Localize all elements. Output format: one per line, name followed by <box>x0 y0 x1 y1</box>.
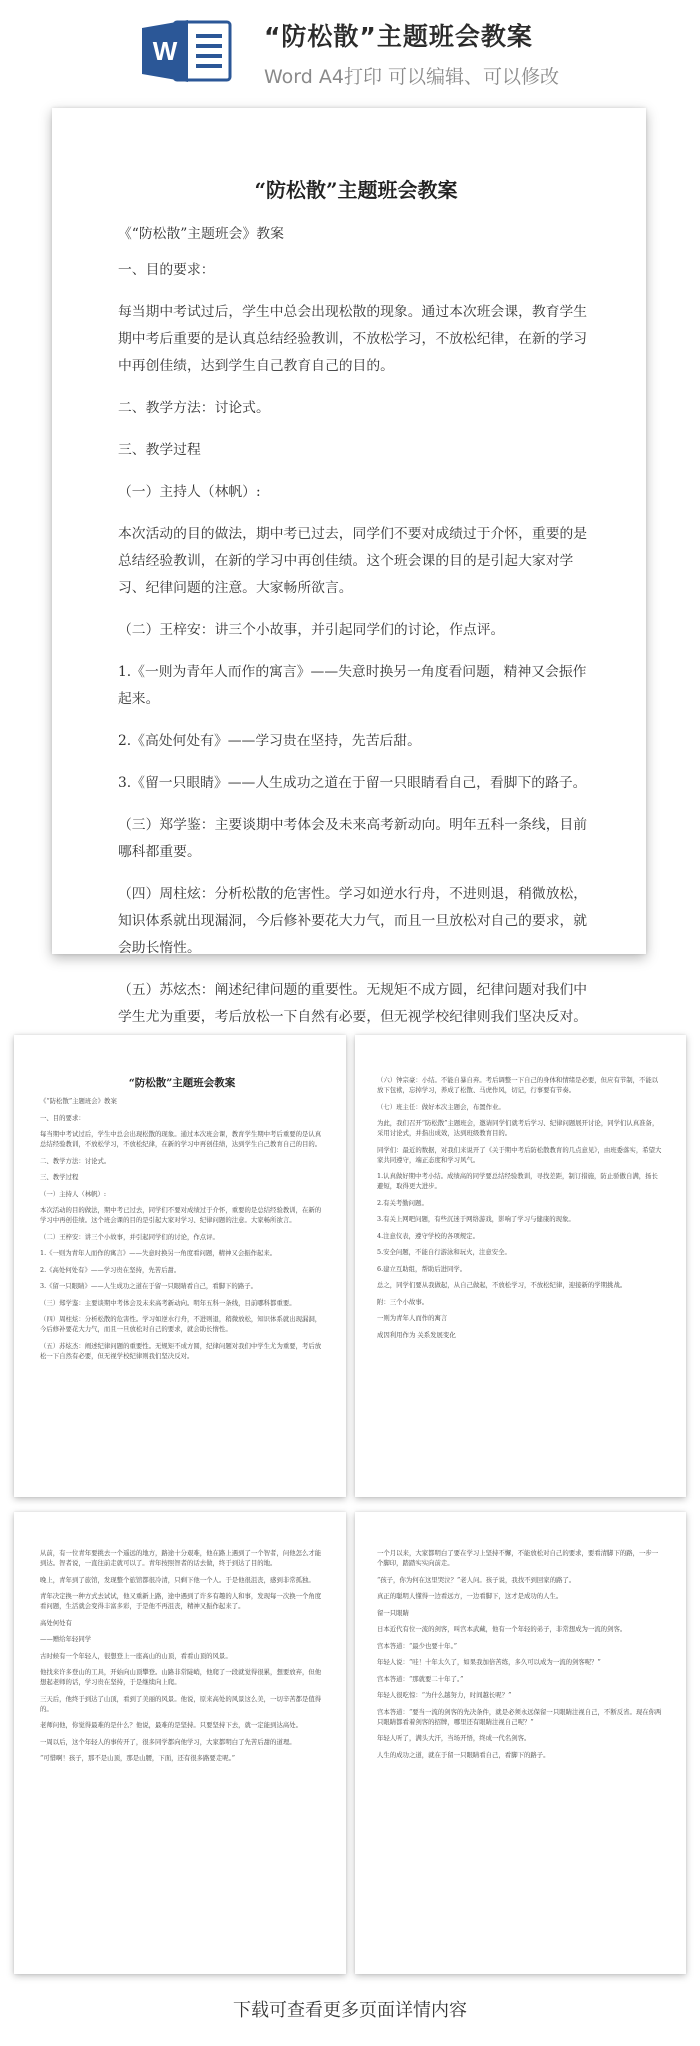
thumbnail-paragraph: （三）郑学鉴：主要谈期中考体会及未来高考新动向。明年五科一条线，目前哪科都重要。 <box>40 1298 296 1307</box>
thumbnail-paragraph: 一周以后，这个年轻人的事传开了，很多同学都向他学习，大家都明白了先苦后甜的道理。 <box>40 1737 296 1746</box>
doc-paragraph: 2.《高处何处有》——学习贵在坚持，先苦后甜。 <box>118 733 421 749</box>
thumbnail-paragraph: （一）主持人（林帆）: <box>40 1189 107 1198</box>
thumbnail-paragraph: 高处何处有 <box>40 1618 72 1627</box>
thumbnail-paragraph: （五）苏炫杰：阐述纪律问题的重要性。无规矩不成方圆，纪律问题对我们中学生尤为重要，考后放松一下自然有必要，但无视学校纪律则我们坚决反对。 <box>40 1341 322 1360</box>
thumbnail-paragraph: 三、教学过程 <box>40 1173 79 1181</box>
doc-paragraph: 每当期中考试过后，学生中总会出现松散的现象。通过本次班会课，教育学生期中考后重要的是认真总结经验教训，不放松学习，不放松纪律，在新的学习中再创佳绩，达到学生自己教育自己的目的。 <box>118 304 588 374</box>
doc-paragraph: 本次活动的目的做法，期中考已过去，同学们不要对成绩过于介怀，重要的是总结经验教训，在新的学习中再创佳绩。这个班会课的目的是引起大家对学习、纪律问题的注意。大家畅所欲言。 <box>118 526 588 596</box>
header-subtitle: Word A4打印 可以编辑、可以修改 <box>264 66 560 88</box>
thumbnail-paragraph: （七）班主任：做好本次主题会，布置作业。 <box>377 1102 505 1111</box>
thumbnail-paragraph: 成因利用作为 关系发展变化 <box>377 1330 456 1339</box>
doc-paragraph: （五）苏炫杰：阐述纪律问题的重要性。无规矩不成方圆，纪律问题对我们中学生尤为重要，考后放松一下自然有必要，但无视学校纪律则我们坚决反对。 <box>118 982 588 1025</box>
thumbnail-paragraph: 年轻人说：“哇！十年太久了，如果我加倍苦练，多久可以成为一流的剑客呢？” <box>377 1658 601 1666</box>
word-document-icon <box>140 18 238 84</box>
doc-paragraph: 《“防松散”主题班会》教案 <box>118 226 284 242</box>
thumbnail-paragraph: 一个月以来，大家都明白了要在学习上坚持不懈，不能放松对自己的要求，要看清脚下的路，一步一个脚印，踏踏实实向前走。 <box>377 1549 659 1567</box>
thumbnail-paragraph: 宫本答道：“要当一流的剑客的先决条件，就是必须永远保留一只眼睛注视自己，不断反省。现在你两只眼睛都看着剑客的招牌，哪里还有眼睛注视自己呢？” <box>377 1707 662 1726</box>
thumbnail-paragraph: 二、教学方法：讨论式。 <box>40 1156 111 1165</box>
thumbnail-paragraph: （四）周柱炫：分析松散的危害性。学习如逆水行舟，不进则退，稍微放松，知识体系就出现漏洞，今后修补要花大力气，而且一旦放松对自己的要求，就会助长惰性。 <box>40 1315 322 1333</box>
doc-paragraph: （四）周柱炫：分析松散的危害性。学习如逆水行舟，不进则退，稍微放松，知识体系就出现漏洞，今后修补要花大力气，而且一旦放松对自己的要求，就会助长惰性。 <box>118 886 588 956</box>
header-banner <box>0 0 700 100</box>
thumbnail-paragraph: “孩子，你为何在这里哭泣？”老人问。孩子说，我找不到回家的路了。 <box>377 1575 576 1584</box>
thumbnail-paragraph: 留一只眼睛 <box>377 1608 409 1617</box>
thumbnail-paragraph: 年轻人听了，满头大汗，当场开悟，终成一代名剑客。 <box>377 1734 531 1742</box>
download-more-link[interactable]: 下载可查看更多页面详情内容 <box>233 2000 467 2021</box>
thumbnail-paragraph: 4.注意仪表，遵守学校的各项规定。 <box>377 1231 479 1240</box>
doc-paragraph: 三、教学过程 <box>118 442 201 458</box>
thumbnail-paragraph: 《“防松散”主题班会》教案 <box>40 1097 117 1105</box>
thumbnail-paragraph: 总之，同学们要从我做起，从自己做起，不放松学习，不放松纪律，迎接新的学期挑战。 <box>377 1281 627 1289</box>
thumbnail-paragraph: 一、目的要求： <box>40 1113 85 1122</box>
page-thumbnail-4[interactable] <box>355 1512 686 1974</box>
thumbnail-paragraph: 5.安全问题，不能自行游泳和玩火，注意安全。 <box>377 1248 511 1256</box>
thumbnail-paragraph: 人生的成功之道，就在于留一只眼睛看自己，看脚下的路子。 <box>377 1750 550 1759</box>
page-thumbnail-1[interactable] <box>14 1035 346 1497</box>
thumbnail-paragraph: 真正的聪明人懂得一边看远方，一边看脚下，这才是成功的人生。 <box>377 1592 563 1600</box>
page-thumbnail-3[interactable] <box>14 1512 346 1974</box>
doc-paragraph: 二、教学方法：讨论式。 <box>118 400 270 416</box>
thumbnail-paragraph: “可惜啊！孩子，那不是山顶，那是山腰，下面，还有很多路要走呢。” <box>40 1754 236 1762</box>
thumbnail-paragraph: 古时候有一个年轻人，很想登上一座高山的山顶，看看山顶的风景。 <box>40 1651 232 1660</box>
thumbnail-paragraph: 从前，有一位青年要挑去一个遥远的地方，路途十分艰难，他在路上遇到了一个智者，问他怎么才能到达。智者说，一直往前走就可以了。青年按照智者的话去做，终于到达了目的地。 <box>40 1549 322 1567</box>
thumbnail-paragraph: 宫本答道：“那就要二十年了。” <box>377 1674 464 1683</box>
doc-paragraph: （一）主持人（林帆）: <box>118 484 261 500</box>
thumbnail-paragraph: 三天后，他终于到达了山顶，看到了美丽的风景。他说，原来高处的风景这么美，一切辛苦都是值得的。 <box>40 1694 322 1713</box>
page-thumbnail-2[interactable] <box>355 1035 686 1497</box>
thumbnail-paragraph: 附：三个小故事。 <box>377 1297 429 1306</box>
doc-paragraph: （二）王梓安：讲三个小故事，并引起同学们的讨论，作点评。 <box>118 622 505 638</box>
thumbnail-paragraph: （六）钟宗豪：小结。不能自暴自弃。考后调整一下自己的身体和情绪是必要，但应有节制，不能以放下包袱，忘掉学习，养成了松散、马虎作风，切记，行事要有节奏。 <box>377 1076 659 1094</box>
doc-paragraph: 3.《留一只眼睛》——人生成功之道在于留一只眼睛看自己，看脚下的路子。 <box>118 775 587 791</box>
thumbnail-paragraph: 晚上，青年到了旅馆，发现整个旅馆都很冷清，只剩下他一个人。于是他很沮丧，感到非常孤独。 <box>40 1575 315 1584</box>
thumbnail-paragraph: 1.《一则为青年人而作的寓言》——失意时换另一角度看问题，精神又会振作起来。 <box>40 1249 277 1257</box>
doc-paragraph: （三）郑学鉴：主要谈期中考体会及未来高考新动向。明年五科一条线，目前哪科都重要。 <box>118 817 588 860</box>
thumbnail-paragraph: 2.有关考勤问题。 <box>377 1198 428 1207</box>
thumbnail-paragraph: 1.认真做好期中考小结。成绩高的同学要总结经验教训，寻找差距，制订措施，防止骄傲自满，扬长避短，取得更大进步。 <box>377 1172 658 1190</box>
thumbnail-paragraph: 年轻人很吃惊：“为什么越努力，时间越长呢？” <box>377 1691 512 1699</box>
thumbnail-paragraph: 本次活动的目的做法，期中考已过去，同学们不要对成绩过于介怀，重要的是总结经验教训，在新的学习中再创佳绩。这个班会课的目的是引起大家对学习、纪律问题的注意。大家畅所欲言。 <box>40 1206 322 1224</box>
header-title: “防松散”主题班会教案 <box>264 22 533 51</box>
thumbnail-paragraph: 为此，我们召开“防松散”主题班会，邀请同学们就考后学习、纪律问题展开讨论，同学们认真准备，采用讨论式，并指出成效，达到班级教育目的。 <box>377 1119 659 1137</box>
thumbnail-paragraph: 每当期中考试过后，学生中总会出现松散的现象。通过本次班会课，教育学生期中考后重要的是认真总结经验教训，不放松学习，不放松纪律，在新的学习中再创佳绩，达到学生自己教育自己的目的。 <box>40 1130 322 1148</box>
thumbnail-paragraph: 日本近代有位一流的剑客，叫宫本武藏，他有一个年轻的弟子，非常想成为一流的剑客。 <box>377 1625 627 1633</box>
thumbnail-paragraph: 一则为青年人而作的寓言 <box>377 1314 448 1322</box>
thumbnail-paragraph: ——赠给年轻同学 <box>40 1635 92 1643</box>
svg-text:W: W <box>152 36 178 66</box>
doc-paragraph: 一、目的要求： <box>118 262 215 278</box>
thumbnail-title: “防松散”主题班会教案 <box>128 1077 236 1089</box>
thumbnail-paragraph: 他找来许多登山的工具，开始向山顶攀登。山路非常陡峭，他爬了一段就觉得很累，想要放弃，但他想起老师的话，学习贵在坚持，于是继续向上爬。 <box>40 1668 322 1686</box>
thumbnail-paragraph: 2.《高处何处有》——学习贵在坚持，先苦后甜。 <box>40 1265 181 1274</box>
thumbnail-paragraph: 3.《留一只眼睛》——人生成功之道在于留一只眼睛看自己，看脚下的路子。 <box>40 1282 257 1290</box>
thumbnail-paragraph: 青年决定换一种方式去试试，他又重新上路，途中遇到了许多有趣的人和事，发现每一次换一个角度看问题，生活就会变得丰富多彩，于是他不再沮丧，精神又振作起来了。 <box>40 1592 322 1610</box>
thumbnail-paragraph: 6.建立互助组，帮助后进同学。 <box>377 1264 467 1273</box>
thumbnail-paragraph: 宫本答道：“最少也要十年。” <box>377 1641 458 1650</box>
document-title: “防松散”主题班会教案 <box>254 178 458 202</box>
main-document-page <box>52 108 646 1025</box>
thumbnail-paragraph: 老师问他，你觉得最难的是什么？他说，最难的是坚持。只要坚持下去，就一定能到达高处。 <box>40 1721 303 1729</box>
doc-paragraph: 1.《一则为青年人而作的寓言》——失意时换另一角度看问题，精神又会振作起来。 <box>118 664 587 707</box>
thumbnail-paragraph: （二）王梓安：讲三个小故事，并引起同学们的讨论，作点评。 <box>40 1232 219 1241</box>
thumbnail-paragraph: 同学们：最近的数据，对我们来说开了《关于期中考后防松散教育的几点意见》，由班委落实，希望大家共同遵守，端正态度和学习风气。 <box>377 1145 662 1164</box>
thumbnail-paragraph: 3.有关上网吧问题，有些沉迷于网络游戏，影响了学习与健康的现象。 <box>377 1215 575 1223</box>
